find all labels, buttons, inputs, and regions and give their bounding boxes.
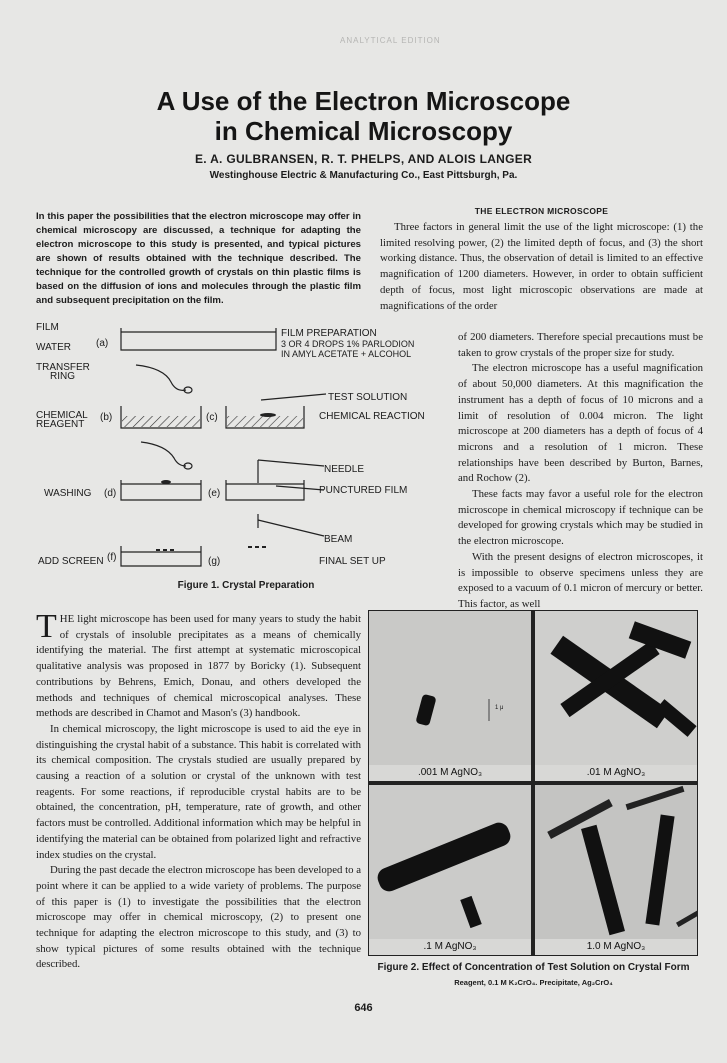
paragraph: With the present designs of electron microscopes, it is impossible to observe specimens unless they are exposed to a vacuum of 0.1 micron of mercury or better. This factor, as well [458,550,703,610]
figure-2-subcaption: Reagent, 0.1 M K₂CrO₄. Precipitate, Ag₂CrO₄ [454,978,613,987]
label-film: FILM [36,322,59,333]
abstract: In this paper the possibilities that the electron microscope may offer in chemical microscopy are discussed, a technique for adapting the electron microscope to this study is presented, and typical pictures are shown of results obtained with the technique described. The technique for the controlled growth of crystals on thin plastic films is based on the diffusion of ions and molecules through the plastic film and subsequent precipitation on the film. [36,211,361,306]
section-heading: THE ELECTRON MICROSCOPE [474,206,609,216]
micrograph-panel [535,785,697,955]
authors: E. A. GULBRANSEN, R. T. PHELPS, AND ALOIS LANGER [194,152,533,166]
paragraph: During the past decade the electron microscope has been developed to a point where it can be applied to a wide variety of problems. The purpose of this paper is (1) to investigate the possibilities that the electron microscope may offer in chemical microscopy, (2) to present one technique for adapting the electron microscope to this study, and (3) to show typical pictures of some results obtained with the technique described. [36,864,361,971]
paragraph: These facts may favor a useful role for the electron microscope in chemical microscopy if technique can be developed for growing crystals which may be studied in the electron microscope. [458,488,703,548]
title-line-1: A Use of the Electron Microscope [156,86,571,116]
film-dish [121,328,276,350]
label-c: (c) [206,412,218,423]
right-column-top [380,220,703,314]
figure-1-caption: Figure 1. Crystal Preparation [177,580,315,591]
label-final-set-up: FINAL SET UP [319,556,386,567]
scale-label: 1 μ [495,705,504,711]
label-a: (a) [96,338,109,349]
micrograph-panel [369,785,531,955]
transfer-ring-handle-2 [141,442,186,466]
label-film-prep: FILM PREPARATION [281,328,377,339]
label-d: (d) [104,488,117,499]
paragraph: of 200 diameters. Therefore special precautions must be taken to grow crystals of the proper size for study. [458,331,703,359]
article-title [0,86,727,146]
running-header: ANALYTICAL EDITION [340,36,441,45]
dish-e [226,480,304,500]
micrograph-panel [369,611,531,781]
dish-d [121,480,201,500]
dish-f [121,546,201,566]
label-add-screen: ADD SCREEN [38,556,104,567]
paragraph: THE light microscope has been used for many years to study the habit of crystals of insoluble precipitates as a means of chemically identifying the material. The first attempt at systematic microscopical qualitative analysis was proposed in 1877 by Boricky (1). Subsequent contributions by Behrens, Emich, Donau, and others developed the methods and techniques of chemical microscopical analyses. These methods are described in Chamot and Mason's (3) handbook. [36,608,361,720]
reagent-hatch-b [122,416,200,427]
paragraph: In chemical microscopy, the light microscope is used to aid the eye in distinguishing the crystal habit of a substance. This habit is correlated with its chemical composition. The crystals studied are usually prepared by causing a reaction of a solution or crystal of the unknown with test reagents. For some reactions, if reproducible crystal habits are to be obtained, the concentration, pH, temperature, rate of growth, and other factors must be controlled. Additional information which may be helpful in identifying the material can be obtained from polarized light and refractive index studies on the crystal. [36,722,361,861]
label-ring: RING [50,371,75,382]
micrograph-image [535,785,697,939]
label-drops: 3 OR 4 DROPS 1% PARLODION [281,339,415,349]
figure-2-micrographs [368,610,698,956]
label-washing: WASHING [44,488,92,499]
label-b: (b) [100,412,113,423]
transfer-ring-handle [136,365,186,390]
title-line-2: in Chemical Microscopy [214,116,513,146]
label-chemical-reaction: CHEMICAL REACTION [319,411,425,422]
drop-cap: T [36,608,57,645]
label-beam: BEAM [324,534,353,545]
label-g: (g) [208,556,221,567]
label-water: WATER [36,342,71,353]
paragraph: The electron microscope has a useful magnification of about 50,000 diameters. At this magnification the instrument has a depth of focus of 10 microns and a limit of resolution of 0.004 micron. The light microscope at 200 diameters has a depth of focus of 4 microns and a resolution of 1 micron. These relationships have been described by Burton, Barnes, and Rochow (2). [458,362,703,485]
panel-label: 1.0 M AgNO₃ [535,939,697,955]
figure-2-caption: Figure 2. Effect of Concentration of Test Solution on Crystal Form [377,962,690,973]
panel-label: .001 M AgNO₃ [369,765,531,781]
panel-label: .1 M AgNO₃ [369,939,531,955]
panel-label: .01 M AgNO₃ [535,765,697,781]
label-f: (f) [107,552,117,563]
label-punctured-film: PUNCTURED FILM [319,485,408,496]
test-solution-leader [261,394,326,400]
micrograph-image [369,611,531,765]
label-amyl: IN AMYL ACETATE + ALCOHOL [281,349,412,359]
right-column-middle [458,330,703,613]
label-e: (e) [208,488,221,499]
micrograph-panel [535,611,697,781]
label-transfer: TRANSFER [36,362,90,373]
affiliation: Westinghouse Electric & Manufacturing Co., East Pittsburgh, Pa. [209,170,518,181]
label-reagent: REAGENT [36,419,85,430]
left-column-body [36,608,361,973]
label-needle: NEEDLE [324,464,365,475]
micrograph-image [535,611,697,765]
label-test-solution: TEST SOLUTION [328,392,408,403]
reagent-hatch-c [227,416,303,427]
paragraph: Three factors in general limit the use of the light microscope: (1) the limited resolving power, (2) the limited depth of focus, and (3) the short working distance. Thus, the observation of detail is limited to an effective magnification of 1200 diameters. However, in order to obtain sufficient depth of focus, most light microscopic observations are made at magnifications of the order [380,221,703,312]
page-number: 646 [354,1002,373,1014]
label-chemical: CHEMICAL [36,410,88,421]
micrograph-image [369,785,531,939]
figure-1-diagram [36,320,456,600]
